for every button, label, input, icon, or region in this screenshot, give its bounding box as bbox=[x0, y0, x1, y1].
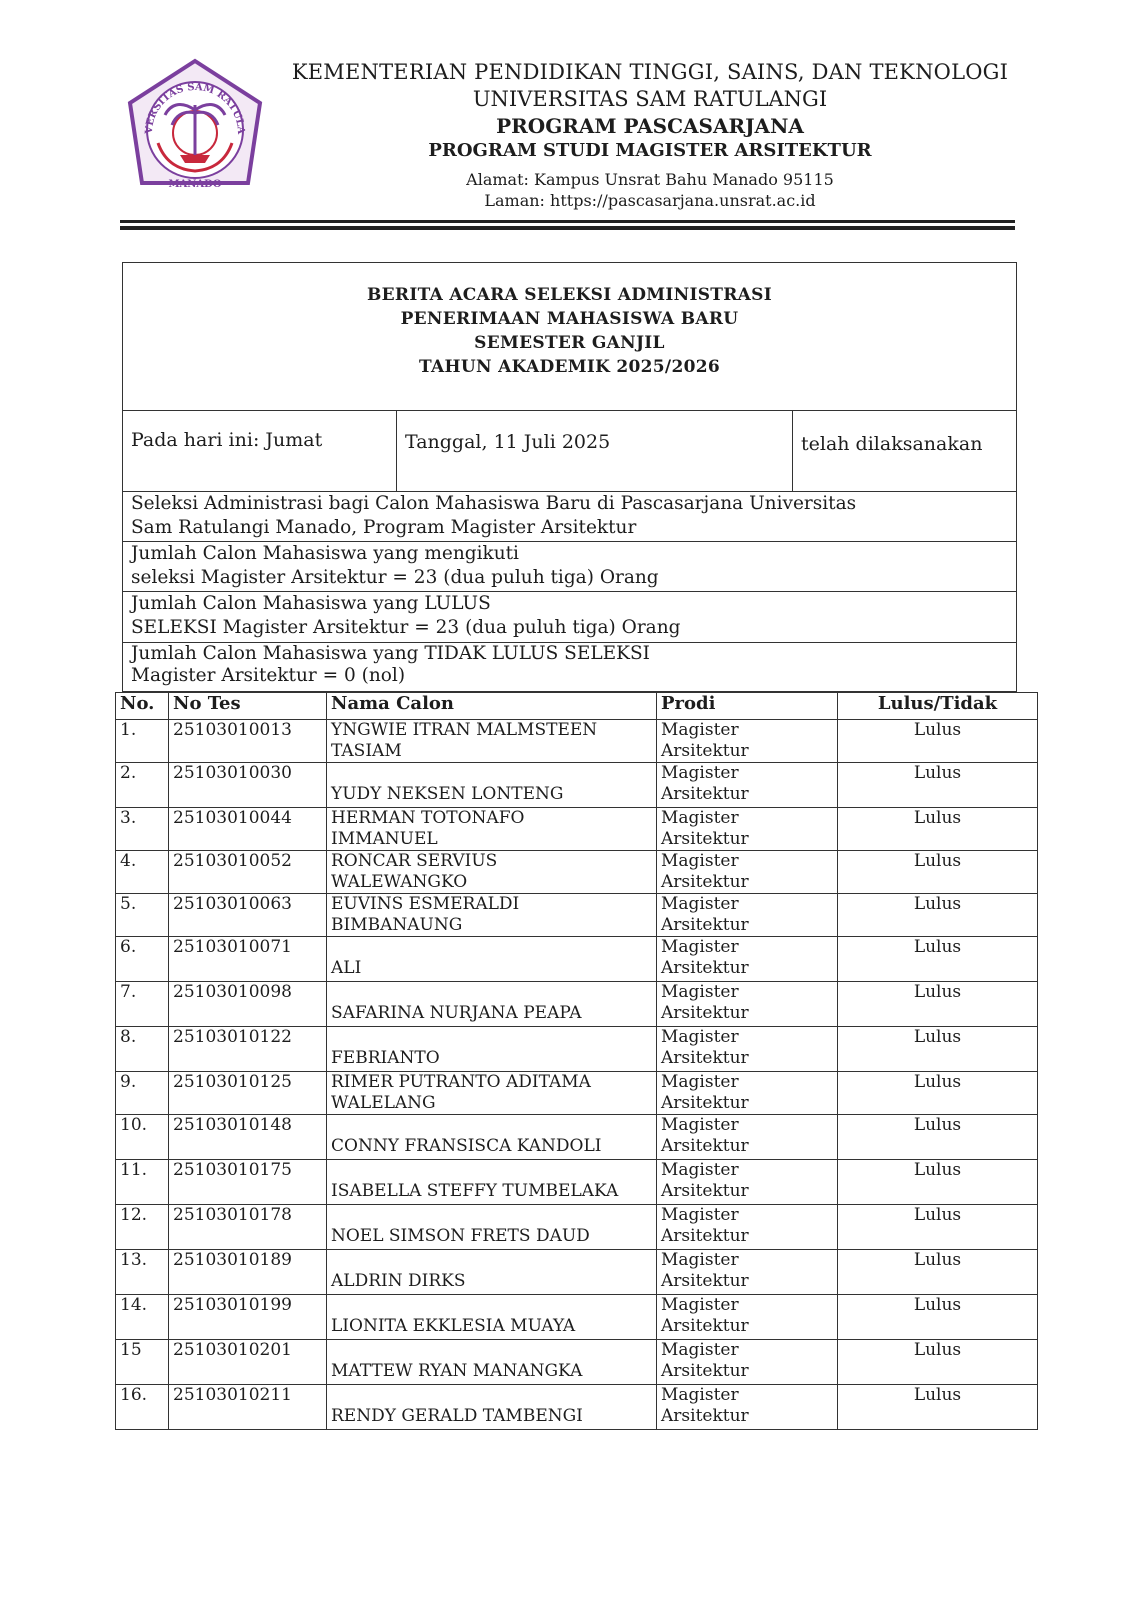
study-program-line: Arsitektur bbox=[661, 1136, 749, 1156]
header-divider-thick bbox=[120, 226, 1015, 230]
table-row bbox=[116, 1250, 1038, 1295]
study-program bbox=[657, 1295, 838, 1340]
result-status: Lulus bbox=[838, 982, 1038, 1027]
table-header-row bbox=[116, 693, 1038, 720]
study-program bbox=[657, 851, 838, 894]
test-number: 25103010044 bbox=[169, 808, 327, 851]
candidate-name-line: YUDY NEKSEN LONTENG bbox=[331, 784, 564, 804]
study-program-line: Magister bbox=[661, 720, 739, 740]
candidate-name-line: TASIAM bbox=[331, 741, 402, 761]
study-program bbox=[657, 1027, 838, 1072]
candidate-name bbox=[327, 1027, 657, 1072]
row-number: 13. bbox=[116, 1250, 169, 1295]
row-number: 8. bbox=[116, 1027, 169, 1072]
result-status: Lulus bbox=[838, 1205, 1038, 1250]
study-program-line: Magister bbox=[661, 1072, 739, 1092]
test-number: 25103010013 bbox=[169, 720, 327, 763]
university-name: UNIVERSITAS SAM RATULANGI bbox=[472, 87, 828, 111]
result-status: Lulus bbox=[838, 720, 1038, 763]
result-status: Lulus bbox=[838, 1295, 1038, 1340]
table-body bbox=[116, 720, 1038, 1430]
table-row bbox=[116, 1340, 1038, 1385]
table-row bbox=[116, 763, 1038, 808]
study-program bbox=[657, 1385, 838, 1430]
table-row bbox=[116, 982, 1038, 1027]
study-program-line: Arsitektur bbox=[661, 1406, 749, 1426]
header-lulus-tidak: Lulus/Tidak bbox=[838, 693, 1038, 720]
study-program bbox=[657, 1072, 838, 1115]
info-row-failed: Jumlah Calon Mahasiswa yang TIDAK LULUS SELEKSI Magister Arsitektur = 0 (nol) bbox=[122, 643, 1017, 692]
svg-text:UNIVERSITAS SAM RATULANGI: VERSITAS SAM RATULA bbox=[143, 81, 247, 135]
study-program-name: PROGRAM STUDI MAGISTER ARSITEKTUR bbox=[428, 140, 872, 161]
candidate-name-line: EUVINS ESMERALDI bbox=[331, 894, 520, 914]
candidate-name bbox=[327, 1385, 657, 1430]
results-table bbox=[115, 692, 1038, 1430]
candidate-name bbox=[327, 1340, 657, 1385]
header-no: No. bbox=[116, 693, 169, 720]
row-number: 9. bbox=[116, 1072, 169, 1115]
study-program-line: Arsitektur bbox=[661, 784, 749, 804]
row-number: 6. bbox=[116, 937, 169, 982]
result-status: Lulus bbox=[838, 763, 1038, 808]
address: Alamat: Kampus Unsrat Bahu Manado 95115 bbox=[466, 170, 834, 189]
test-number: 25103010189 bbox=[169, 1250, 327, 1295]
row-number: 5. bbox=[116, 894, 169, 937]
candidate-name bbox=[327, 720, 657, 763]
title-line-3: SEMESTER GANJIL bbox=[474, 333, 665, 353]
test-number: 25103010071 bbox=[169, 937, 327, 982]
study-program-line: Arsitektur bbox=[661, 1271, 749, 1291]
candidate-name-line: ALDRIN DIRKS bbox=[331, 1271, 466, 1291]
test-number: 25103010148 bbox=[169, 1115, 327, 1160]
candidate-name-line: ISABELLA STEFFY TUMBELAKA bbox=[331, 1181, 619, 1201]
study-program bbox=[657, 937, 838, 982]
candidate-name-line: IMMANUEL bbox=[331, 829, 438, 849]
table-row bbox=[116, 1295, 1038, 1340]
info-row-passed: Jumlah Calon Mahasiswa yang LULUS SELEKSI Magister Arsitektur = 23 (dua puluh tiga) Orang bbox=[122, 592, 1017, 643]
row-number: 16. bbox=[116, 1385, 169, 1430]
study-program-line: Magister bbox=[661, 1027, 739, 1047]
row-number: 15 bbox=[116, 1340, 169, 1385]
test-number: 25103010122 bbox=[169, 1027, 327, 1072]
header-prodi: Prodi bbox=[657, 693, 838, 720]
table-row bbox=[116, 1385, 1038, 1430]
candidate-name-line: HERMAN TOTONAFO bbox=[331, 808, 525, 828]
test-number: 25103010201 bbox=[169, 1340, 327, 1385]
candidate-name bbox=[327, 1250, 657, 1295]
candidate-name bbox=[327, 894, 657, 937]
candidate-name bbox=[327, 1115, 657, 1160]
row-number: 14. bbox=[116, 1295, 169, 1340]
row-number: 2. bbox=[116, 763, 169, 808]
row-number: 7. bbox=[116, 982, 169, 1027]
candidate-name-line: RIMER PUTRANTO ADITAMA bbox=[331, 1072, 591, 1092]
result-status: Lulus bbox=[838, 1340, 1038, 1385]
study-program-line: Magister bbox=[661, 1205, 739, 1225]
university-seal-logo bbox=[120, 55, 270, 205]
study-program bbox=[657, 1205, 838, 1250]
study-program bbox=[657, 1115, 838, 1160]
candidate-name-line: WALELANG bbox=[331, 1093, 436, 1113]
study-program-line: Arsitektur bbox=[661, 1003, 749, 1023]
test-number: 25103010098 bbox=[169, 982, 327, 1027]
website: Laman: https://pascasarjana.unsrat.ac.id bbox=[484, 191, 816, 210]
ministry-name: KEMENTERIAN PENDIDIKAN TINGGI, SAINS, DAN TEKNOLOGI bbox=[291, 60, 1009, 84]
test-number: 25103010052 bbox=[169, 851, 327, 894]
study-program-line: Magister bbox=[661, 1115, 739, 1135]
table-row bbox=[116, 808, 1038, 851]
result-status: Lulus bbox=[838, 1160, 1038, 1205]
table-row bbox=[116, 720, 1038, 763]
result-status: Lulus bbox=[838, 937, 1038, 982]
study-program-line: Arsitektur bbox=[661, 1181, 749, 1201]
study-program bbox=[657, 1250, 838, 1295]
study-program-line: Arsitektur bbox=[661, 1226, 749, 1246]
study-program-line: Arsitektur bbox=[661, 829, 749, 849]
study-program-line: Arsitektur bbox=[661, 958, 749, 978]
table-row bbox=[116, 1072, 1038, 1115]
candidate-name bbox=[327, 1205, 657, 1250]
study-program-line: Magister bbox=[661, 1250, 739, 1270]
test-number: 25103010211 bbox=[169, 1385, 327, 1430]
study-program bbox=[657, 720, 838, 763]
study-program-line: Magister bbox=[661, 808, 739, 828]
row-number: 1. bbox=[116, 720, 169, 763]
header-divider-thin bbox=[120, 220, 1015, 223]
table-row bbox=[116, 894, 1038, 937]
study-program-line: Magister bbox=[661, 1295, 739, 1315]
program-name: PROGRAM PASCASARJANA bbox=[496, 114, 804, 138]
candidate-name bbox=[327, 1072, 657, 1115]
table-row bbox=[116, 1205, 1038, 1250]
test-number: 25103010030 bbox=[169, 763, 327, 808]
study-program-line: Magister bbox=[661, 894, 739, 914]
candidate-name bbox=[327, 808, 657, 851]
candidate-name-line: WALEWANGKO bbox=[331, 872, 468, 892]
meeting-date: Tanggal, 11 Juli 2025 bbox=[396, 410, 793, 492]
test-number: 25103010175 bbox=[169, 1160, 327, 1205]
study-program bbox=[657, 763, 838, 808]
result-status: Lulus bbox=[838, 1027, 1038, 1072]
candidate-name-line: MATTEW RYAN MANANGKA bbox=[331, 1361, 583, 1381]
candidate-name-line: FEBRIANTO bbox=[331, 1048, 440, 1068]
table-row bbox=[116, 1115, 1038, 1160]
study-program-line: Magister bbox=[661, 1385, 739, 1405]
document-title-box bbox=[122, 262, 1017, 411]
candidate-name bbox=[327, 937, 657, 982]
study-program-line: Magister bbox=[661, 982, 739, 1002]
result-status: Lulus bbox=[838, 851, 1038, 894]
candidate-name-line: YNGWIE ITRAN MALMSTEEN bbox=[331, 720, 598, 740]
row-number: 10. bbox=[116, 1115, 169, 1160]
study-program-line: Magister bbox=[661, 1340, 739, 1360]
study-program bbox=[657, 808, 838, 851]
candidate-name bbox=[327, 851, 657, 894]
result-status: Lulus bbox=[838, 1385, 1038, 1430]
header-no-tes: No Tes bbox=[169, 693, 327, 720]
study-program bbox=[657, 1160, 838, 1205]
info-row-selection: Seleksi Administrasi bagi Calon Mahasiswa Baru di Pascasarjana Universitas Sam Ratulangi Manado, Program Magister Arsitektur bbox=[122, 491, 1017, 542]
meeting-status: telah dilaksanakan bbox=[792, 410, 1017, 492]
result-status: Lulus bbox=[838, 894, 1038, 937]
candidate-name bbox=[327, 1295, 657, 1340]
candidate-name-line: RENDY GERALD TAMBENGI bbox=[331, 1406, 583, 1426]
info-row-participants: Jumlah Calon Mahasiswa yang mengikuti seleksi Magister Arsitektur = 23 (dua puluh tiga) Orang bbox=[122, 542, 1017, 592]
candidate-name-line: RONCAR SERVIUS bbox=[331, 851, 498, 871]
result-status: Lulus bbox=[838, 1250, 1038, 1295]
title-line-4: TAHUN AKADEMIK 2025/2026 bbox=[419, 357, 720, 377]
test-number: 25103010125 bbox=[169, 1072, 327, 1115]
table-row bbox=[116, 851, 1038, 894]
candidate-name-line: CONNY FRANSISCA KANDOLI bbox=[331, 1136, 602, 1156]
study-program bbox=[657, 894, 838, 937]
meeting-day: Pada hari ini: Jumat bbox=[122, 410, 397, 492]
test-number: 25103010063 bbox=[169, 894, 327, 937]
study-program-line: Magister bbox=[661, 851, 739, 871]
study-program bbox=[657, 1340, 838, 1385]
table-row bbox=[116, 937, 1038, 982]
study-program bbox=[657, 982, 838, 1027]
test-number: 25103010178 bbox=[169, 1205, 327, 1250]
row-number: 4. bbox=[116, 851, 169, 894]
test-number: 25103010199 bbox=[169, 1295, 327, 1340]
candidate-name-line: LIONITA EKKLESIA MUAYA bbox=[331, 1316, 576, 1336]
row-number: 3. bbox=[116, 808, 169, 851]
title-line-2: PENERIMAAN MAHASISWA BARU bbox=[400, 309, 739, 329]
result-status: Lulus bbox=[838, 1072, 1038, 1115]
study-program-line: Arsitektur bbox=[661, 1316, 749, 1336]
study-program-line: Magister bbox=[661, 763, 739, 783]
study-program-line: Arsitektur bbox=[661, 915, 749, 935]
result-status: Lulus bbox=[838, 1115, 1038, 1160]
table-row bbox=[116, 1160, 1038, 1205]
candidate-name bbox=[327, 1160, 657, 1205]
study-program-line: Magister bbox=[661, 937, 739, 957]
table-row bbox=[116, 1027, 1038, 1072]
svg-text:MANADO: MANADO bbox=[168, 179, 222, 190]
result-status: Lulus bbox=[838, 808, 1038, 851]
candidate-name-line: NOEL SIMSON FRETS DAUD bbox=[331, 1226, 590, 1246]
study-program-line: Arsitektur bbox=[661, 872, 749, 892]
study-program-line: Arsitektur bbox=[661, 1048, 749, 1068]
row-number: 11. bbox=[116, 1160, 169, 1205]
study-program-line: Arsitektur bbox=[661, 1361, 749, 1381]
title-line-1: BERITA ACARA SELEKSI ADMINISTRASI bbox=[366, 285, 773, 305]
study-program-line: Magister bbox=[661, 1160, 739, 1180]
row-number: 12. bbox=[116, 1205, 169, 1250]
study-program-line: Arsitektur bbox=[661, 1093, 749, 1113]
candidate-name-line: SAFARINA NURJANA PEAPA bbox=[331, 1003, 582, 1023]
candidate-name-line: BIMBANAUNG bbox=[331, 915, 463, 935]
header-nama-calon: Nama Calon bbox=[327, 693, 657, 720]
candidate-name bbox=[327, 763, 657, 808]
study-program-line: Arsitektur bbox=[661, 741, 749, 761]
candidate-name bbox=[327, 982, 657, 1027]
candidate-name-line: ALI bbox=[331, 958, 362, 978]
